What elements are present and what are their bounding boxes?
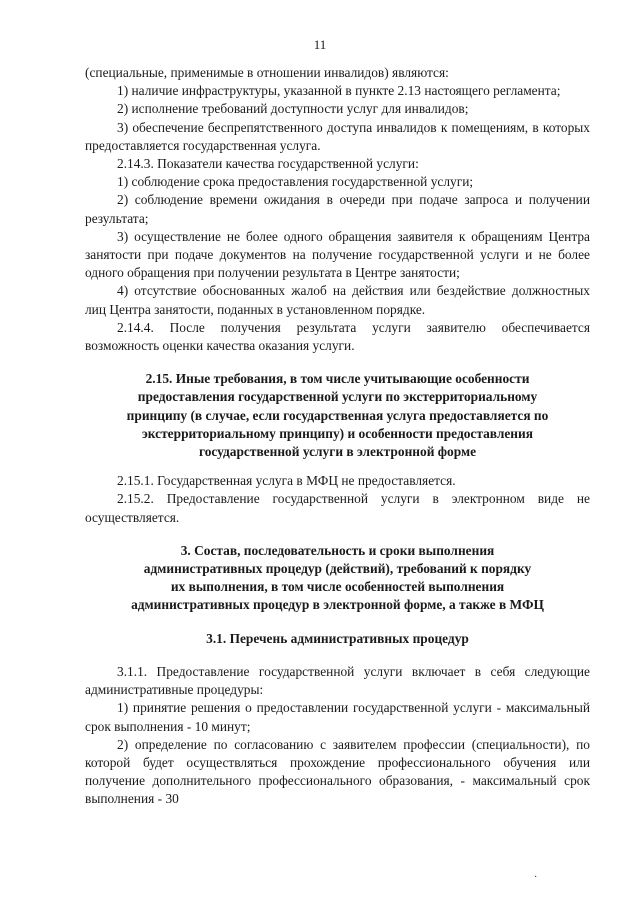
paragraph: 3.1.1. Предоставление государственной услуги включает в себя следующие административные процедуры: (85, 663, 590, 698)
page-number: 11 (313, 37, 327, 52)
paragraph: 1) принятие решения о предоставлении государственной услуги - максимальный срок выполнения - 10 минут; (85, 700, 590, 734)
heading-line: их выполнения, в том числе особенностей выполнения (170, 579, 505, 595)
heading-line: государственной услуги в электронной форме (198, 444, 477, 460)
heading-line: административных процедур в электронной форме, а также в МФЦ (131, 597, 544, 613)
paragraph: 4) отсутствие обоснованных жалоб на действия или бездействие должностных лиц Центра занятости, поданных в установленном порядке. (85, 283, 590, 317)
paragraph: 1) соблюдение срока предоставления государственной услуги; (117, 174, 474, 190)
paragraph: 3) обеспечение беспрепятственного доступа инвалидов к помещениям, в которых предоставляется государственная услуга. (85, 119, 590, 153)
scan-speck: · (534, 872, 538, 883)
paragraph: 1) наличие инфраструктуры, указанной в пункте 2.13 настоящего регламента; (117, 83, 561, 99)
section-heading-3-1: 3.1. Перечень административных процедур (206, 630, 469, 646)
paragraph: 2.14.3. Показатели качества государственной услуги: (117, 156, 419, 172)
paragraph: 2.14.4. После получения результата услуги заявителю обеспечивается возможность оценки качества оказания услуги. (85, 319, 590, 354)
paragraph: (специальные, применимые в отношении инвалидов) являются: (85, 65, 449, 80)
heading-line: принципу (в случае, если государственная услуга предоставляется по (126, 407, 549, 423)
document-body (85, 64, 590, 809)
section-heading-2-15 (85, 370, 590, 461)
paragraph: 2) соблюдение времени ожидания в очереди при подаче запроса и получении результата; (85, 192, 590, 226)
heading-line: экстерриториальному принципу) и особенности предоставления (141, 425, 533, 441)
paragraph: 2.15.1. Государственная услуга в МФЦ не предоставляется. (117, 473, 456, 489)
section-heading-3 (85, 542, 590, 615)
paragraph: 2) исполнение требований доступности услуг для инвалидов; (117, 101, 469, 117)
paragraph: 2.15.2. Предоставление государственной услуги в электронном виде не осуществляется. (85, 491, 590, 525)
paragraph: 2) определение по согласованию с заявителем профессии (специальности), по которой будет осуществляться прохождение профессионального обучения или получение дополнительного профессионального образования, - максимальный срок выполнения - 30 (85, 736, 590, 807)
heading-line: административных процедур (действий), требований к порядку (143, 561, 532, 577)
heading-line: 2.15. Иные требования, в том числе учитывающие особенности (145, 371, 530, 387)
paragraph: 3) осуществление не более одного обращения заявителя к обращениям Центра занятости при подаче документов на получение государственной услуги и не более одного обращения при получении результата в Центре занятости; (85, 228, 590, 281)
heading-line: 3. Состав, последовательность и сроки выполнения (180, 542, 495, 558)
heading-line: предоставления государственной услуги по экстерриториальному (137, 389, 538, 405)
